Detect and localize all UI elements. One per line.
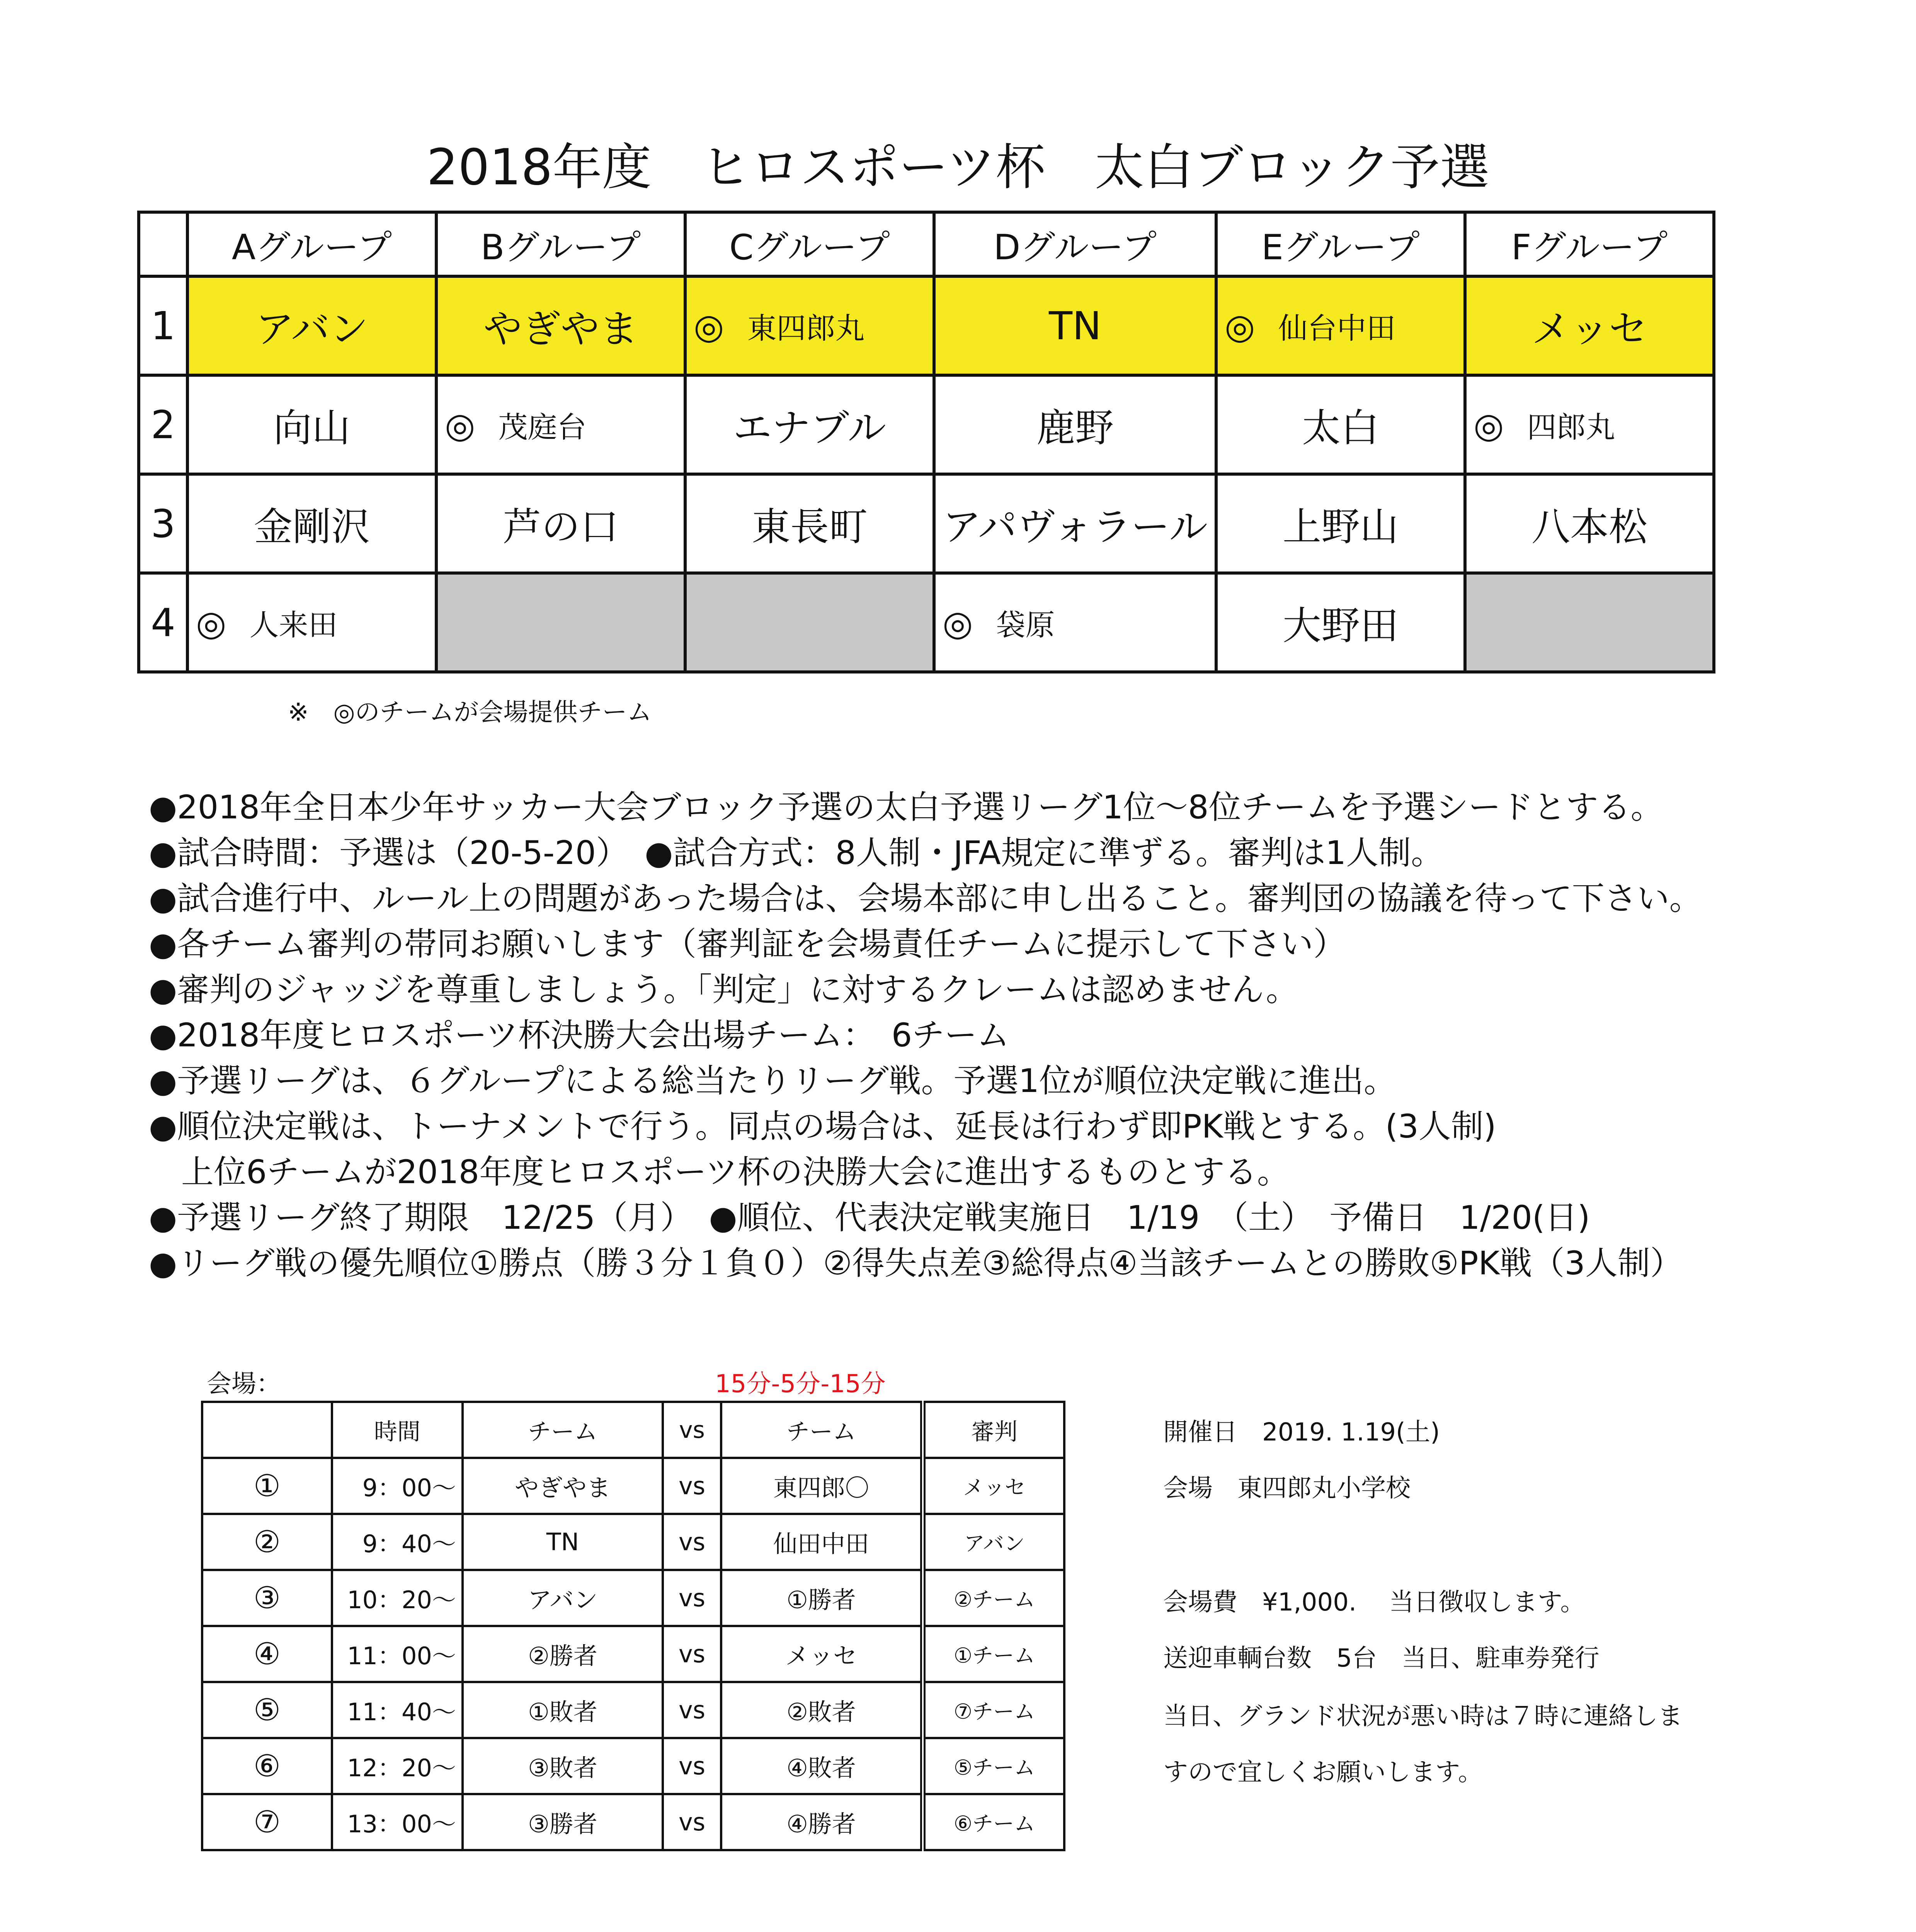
group-header-f: Fグループ xyxy=(1465,212,1714,276)
rule-line: ●試合進行中、ルール上の問題があった場合は、会場本部に申し出ること。審判団の協議を待って下さい。 xyxy=(149,879,1702,917)
schedule-team2: 東四郎〇 xyxy=(721,1458,923,1514)
group-header-d: Dグループ xyxy=(934,212,1216,276)
schedule-vs: vs xyxy=(663,1514,721,1570)
group-header-b: Bグループ xyxy=(436,212,685,276)
group-e-team-2: 太白 xyxy=(1216,375,1465,474)
host-mark: ◎ xyxy=(445,405,475,446)
group-e-team-3: 上野山 xyxy=(1216,474,1465,573)
host-mark: ◎ xyxy=(1474,405,1504,446)
schedule-ref: ⑦チーム xyxy=(923,1682,1064,1738)
schedule-header-vs: vs xyxy=(663,1402,721,1458)
group-header-e: Eグループ xyxy=(1216,212,1465,276)
team-name: 東四郎丸 xyxy=(747,311,865,345)
group-rank: 3 xyxy=(139,474,187,573)
rule-line: ●審判のジャッジを尊重しましょう。「判定」に対するクレームは認めません。 xyxy=(149,971,1298,1009)
match-format: 15分-5分-15分 xyxy=(715,1370,886,1398)
info-weather-1: 当日、グランド状況が悪い時は７時に連絡しま xyxy=(1163,1702,1683,1731)
schedule-ref: ⑤チーム xyxy=(923,1738,1064,1794)
schedule-no: ② xyxy=(202,1514,332,1570)
info-cars: 送迎車輌台数 5台 当日、駐車券発行 xyxy=(1163,1644,1600,1673)
group-rank: 4 xyxy=(139,573,187,672)
schedule-vs: vs xyxy=(663,1626,721,1682)
group-e-team-4: 大野田 xyxy=(1216,573,1465,672)
group-b-team-3: 芦の口 xyxy=(436,474,685,573)
schedule-team1: ②勝者 xyxy=(463,1626,663,1682)
schedule-ref: ①チーム xyxy=(923,1626,1064,1682)
group-a-team-1: アバン xyxy=(187,276,436,375)
group-d-team-2: 鹿野 xyxy=(934,375,1216,474)
group-c-team-2: エナブル xyxy=(685,375,934,474)
page-title: 2018年度 ヒロスポーツ杯 太白ブロック予選 xyxy=(426,139,1490,196)
schedule-header-time: 時間 xyxy=(332,1402,463,1458)
schedule-no: ③ xyxy=(202,1570,332,1626)
rule-line: ●2018年全日本少年サッカー大会ブロック予選の太白予選リーグ1位～8位チームを予選シードとする。 xyxy=(149,788,1663,826)
schedule-ref: ⑥チーム xyxy=(923,1794,1064,1850)
schedule-header-ref: 審判 xyxy=(923,1402,1064,1458)
schedule-team2: ②敗者 xyxy=(721,1682,923,1738)
schedule-ref: ②チーム xyxy=(923,1570,1064,1626)
schedule-header-team2: チーム xyxy=(721,1402,923,1458)
schedule-vs: vs xyxy=(663,1458,721,1514)
group-d-team-3: アパヴォラール xyxy=(934,474,1216,573)
host-mark: ◎ xyxy=(1225,306,1255,347)
schedule-team1: ①敗者 xyxy=(463,1682,663,1738)
rule-line: ●各チーム審判の帯同お願いします（審判証を会場責任チームに提示して下さい） xyxy=(149,925,1346,963)
schedule-time: 11：00～ xyxy=(332,1626,463,1682)
schedule-team1: アバン xyxy=(463,1570,663,1626)
schedule-team1: やぎやま xyxy=(463,1458,663,1514)
info-date: 開催日 2019. 1.19(土) xyxy=(1163,1418,1440,1447)
group-a-team-3: 金剛沢 xyxy=(187,474,436,573)
rule-line: ●2018年度ヒロスポーツ杯決勝大会出場チーム： 6チーム xyxy=(149,1016,1010,1054)
schedule-team2: メッセ xyxy=(721,1626,923,1682)
group-header-c: Cグループ xyxy=(685,212,934,276)
host-mark: ◎ xyxy=(694,306,724,347)
group-rank: 1 xyxy=(139,276,187,375)
rule-line: ●リーグ戦の優先順位①勝点（勝３分１負０）②得失点差③総得点④当該チームとの勝敗⑤PK戦（3人制） xyxy=(149,1244,1683,1282)
group-d-team-1: TN xyxy=(934,276,1216,375)
schedule-no: ⑥ xyxy=(202,1738,332,1794)
schedule-time: 9：00～ xyxy=(332,1458,463,1514)
schedule-vs: vs xyxy=(663,1738,721,1794)
schedule-time: 13：00～ xyxy=(332,1794,463,1850)
host-mark: ◎ xyxy=(943,603,973,644)
group-rank: 2 xyxy=(139,375,187,474)
group-c-team-3: 東長町 xyxy=(685,474,934,573)
schedule-ref: メッセ xyxy=(923,1458,1064,1514)
team-name: 茂庭台 xyxy=(498,410,587,444)
schedule-vs: vs xyxy=(663,1570,721,1626)
team-name: 袋原 xyxy=(996,607,1055,642)
schedule-vs: vs xyxy=(663,1794,721,1850)
schedule-no: ⑦ xyxy=(202,1794,332,1850)
schedule-team1: ③勝者 xyxy=(463,1794,663,1850)
schedule-no: ④ xyxy=(202,1626,332,1682)
schedule-team2: ④敗者 xyxy=(721,1738,923,1794)
schedule-no: ① xyxy=(202,1458,332,1514)
group-f-team-3: 八本松 xyxy=(1465,474,1714,573)
schedule-time: 10：20～ xyxy=(332,1570,463,1626)
schedule-time: 12：20～ xyxy=(332,1738,463,1794)
schedule-team1: TN xyxy=(463,1514,663,1570)
schedule-time: 9：40～ xyxy=(332,1514,463,1570)
info-fee: 会場費 ¥1,000. 当日徴収します。 xyxy=(1163,1588,1585,1617)
schedule-team2: ①勝者 xyxy=(721,1570,923,1626)
rule-line: ●試合時間：予選は（20-5-20） ●試合方式：8人制・JFA規定に準ずる。審判は1人制。 xyxy=(149,834,1444,872)
rule-line: 上位6チームが2018年度ヒロスポーツ杯の決勝大会に進出するものとする。 xyxy=(149,1153,1290,1191)
schedule-ref: アバン xyxy=(923,1514,1064,1570)
group-a-team-2: 向山 xyxy=(187,375,436,474)
venue-label: 会場： xyxy=(207,1370,281,1398)
info-weather-2: すので宜しくお願いします。 xyxy=(1163,1758,1483,1787)
schedule-team2: 仙田中田 xyxy=(721,1514,923,1570)
team-name: 仙台中田 xyxy=(1278,311,1396,345)
team-name: 人来田 xyxy=(249,607,338,642)
group-b-team-1: やぎやま xyxy=(436,276,685,375)
info-venue: 会場 東四郎丸小学校 xyxy=(1163,1474,1411,1503)
schedule-vs: vs xyxy=(663,1682,721,1738)
rule-line: ●予選リーグ終了期限 12/25（月） ●順位、代表決定戦実施日 1/19 （土） 予備日 1/20(日) xyxy=(149,1199,1590,1236)
schedule-no: ⑤ xyxy=(202,1682,332,1738)
host-note: ※ ◎のチームが会場提供チーム xyxy=(288,698,652,727)
schedule-header-team1: チーム xyxy=(463,1402,663,1458)
rule-line: ●予選リーグは、６グループによる総当たりリーグ戦。予選1位が順位決定戦に進出。 xyxy=(149,1062,1397,1100)
rule-line: ●順位決定戦は、トーナメントで行う。同点の場合は、延長は行わず即PK戦とする。(3人制) xyxy=(149,1107,1496,1145)
group-f-team-1: メッセ xyxy=(1465,276,1714,375)
schedule-team1: ③敗者 xyxy=(463,1738,663,1794)
schedule-team2: ④勝者 xyxy=(721,1794,923,1850)
team-name: 四郎丸 xyxy=(1527,410,1615,444)
host-mark: ◎ xyxy=(196,603,226,644)
group-header-a: Aグループ xyxy=(187,212,436,276)
schedule-time: 11：40～ xyxy=(332,1682,463,1738)
